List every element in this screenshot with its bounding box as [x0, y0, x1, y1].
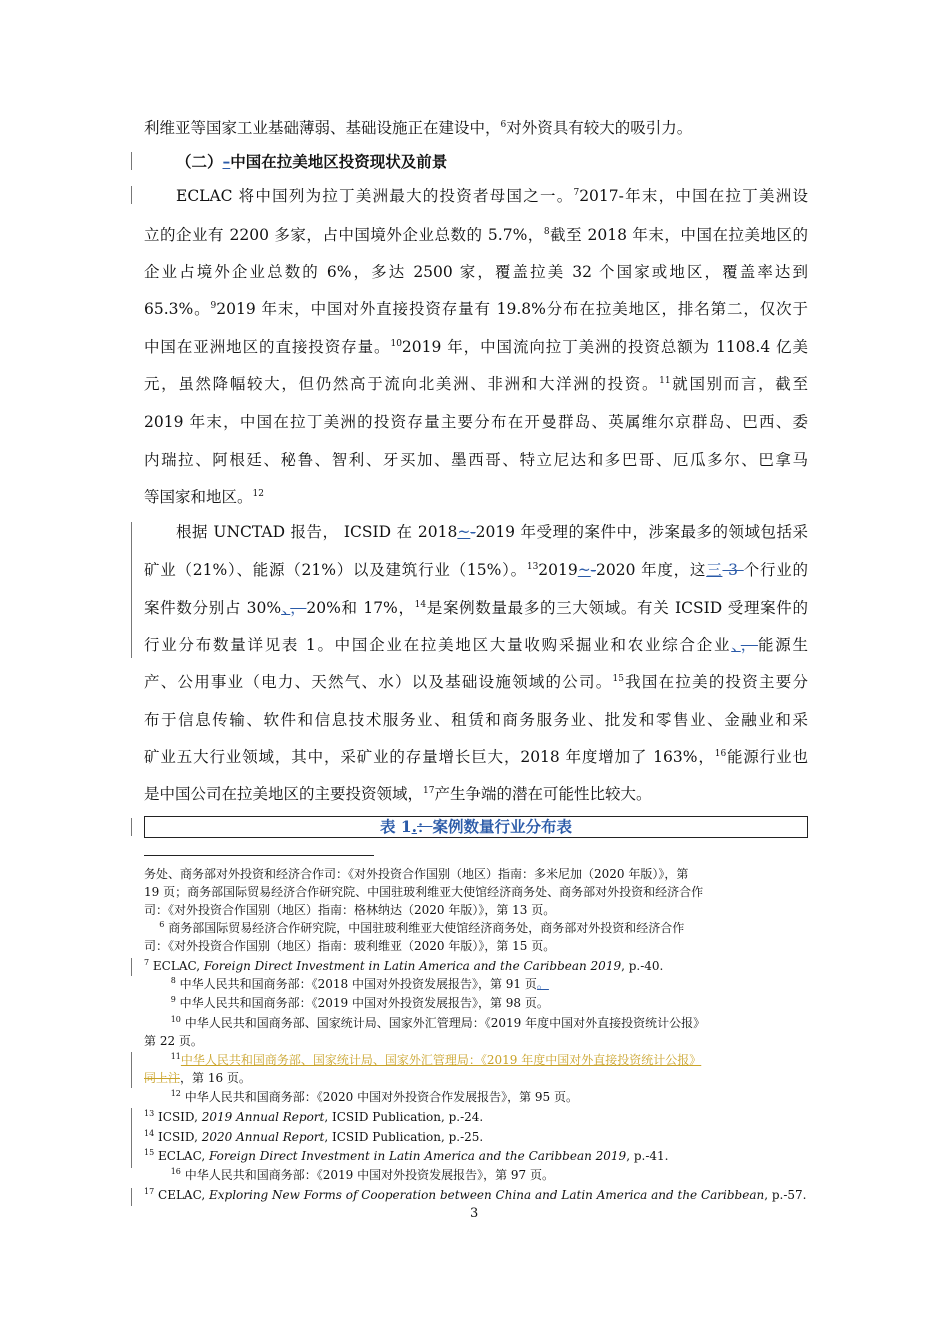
- footnote-line: 司：《对外投资合作国别（地区）指南：玻利维亚（2020 年版）》，第 15 页。: [144, 939, 556, 953]
- footnote-separator: [144, 855, 374, 856]
- body-line: 元，虽然降幅较大，但仍然高于流向北美洲、非洲和大洋洲的投资。$^{11}$就国别而言，截至: [144, 375, 808, 393]
- body-line: 等国家和地区。$^{12}$: [144, 488, 264, 506]
- body-line: 中国在亚洲地区的直接投资存量。$^{10}$2019 年，中国流向拉丁美洲的投资总额为 1108.4 亿美: [144, 338, 808, 356]
- change-bar: [131, 522, 132, 658]
- footnote-7: $^7$ ECLAC, Foreign Direct Investment in Latin America and the Caribbean 2019, p.-40.: [144, 958, 664, 973]
- page-number: 3: [470, 1206, 479, 1221]
- body-line: 利维亚等国家工业基础薄弱、基础设施正在建设中，$^6$对外资具有较大的吸引力。: [144, 119, 693, 137]
- body-line: 布于信息传输、软件和信息技术服务业、租赁和商务服务业、批发和零售业、金融业和采: [144, 711, 808, 729]
- change-bar: [131, 958, 132, 976]
- footnote-9: $^9$ 中华人民共和国商务部：《2019 中国对外投资发展报告》，第 98 页。: [170, 995, 549, 1010]
- change-bar: [131, 152, 132, 170]
- body-line: 行业分布数量详见表 1。中国企业在拉美地区大量收购采掘业和农业综合企业、，能源生: [144, 636, 808, 654]
- footnote-line: 同上注，第 16 页。: [144, 1071, 251, 1085]
- footnote-10: $^{10}$ 中华人民共和国商务部、国家统计局、国家外汇管理局：《2019 年度中国对外直接投资统计公报》: [170, 1015, 706, 1030]
- footnote-8: $^8$ 中华人民共和国商务部：《2018 中国对外投资发展报告》，第 91 页。: [170, 976, 549, 991]
- footnote-15: $^{15}$ ECLAC, Foreign Direct Investment in Latin America and the Caribbean 2019, p.-41.: [144, 1148, 669, 1163]
- section-heading: （二）–中国在拉美地区投资现状及前景: [176, 152, 448, 171]
- footnote-13: $^{13}$ ICSID, 2019 Annual Report, ICSID Publication, p.-24.: [144, 1109, 484, 1124]
- change-bar: [131, 1188, 132, 1206]
- footnote-17: $^{17}$ CELAC, Exploring New Forms of Cooperation between China and Latin America and the Caribbean, p.-57.: [144, 1187, 807, 1202]
- footnote-6: $^6$ 商务部国际贸易经济合作研究院，中国驻玻利维亚大使馆经济商务处，商务部对外投资和经济合作: [159, 920, 685, 935]
- footnote-14: $^{14}$ ICSID, 2020 Annual Report, ICSID Publication, p.-25.: [144, 1129, 484, 1144]
- body-line: 矿业（21%）、能源（21%）以及建筑行业（15%）。$^{13}$2019~-2020 年度，这三 3 个行业的: [144, 561, 808, 579]
- body-line: 案件数分别占 30%、，20%和 17%，$^{14}$是案例数量最多的三大领域。有关 ICSID 受理案件的: [144, 599, 808, 617]
- body-line: 矿业五大行业领域，其中，采矿业的存量增长巨大，2018 年度增加了 163%，$^{16}$能源行业也: [144, 748, 808, 766]
- footnote-line: 第 22 页。: [144, 1034, 203, 1048]
- footnote-11: $^{11}$中华人民共和国商务部、国家统计局、国家外汇管理局：《2019 年度中国对外直接投资统计公报》: [170, 1052, 702, 1067]
- body-line: 立的企业有 2200 多家，占中国境外企业总数的 5.7%，$^8$截至 2018 年末，中国在拉美地区的: [144, 226, 808, 244]
- change-bar: [131, 1052, 132, 1088]
- body-line: 65.3%。$^9$2019 年末，中国对外直接投资存量有 19.8%分布在拉美地区，排名第二，仅次于: [144, 300, 808, 318]
- body-line: 根据 UNCTAD 报告， ICSID 在 2018~-2019 年受理的案件中，涉案最多的领域包括采: [176, 523, 808, 541]
- body-line: ECLAC 将中国列为拉丁美洲最大的投资者母国之一。$^7$2017-年末，中国在拉丁美洲设: [176, 187, 808, 205]
- body-line: 2019 年末，中国在拉丁美洲的投资存量主要分布在开曼群岛、英属维尔京群岛、巴西、委: [144, 413, 808, 431]
- footnote-line: 19 页；商务部国际贸易经济合作研究院、中国驻玻利维亚大使馆经济商务处、商务部对外投资和经济合作: [144, 885, 704, 899]
- footnote-line: 司：《对外投资合作国别（地区）指南：格林纳达（2020 年版）》，第 13 页。: [144, 903, 556, 917]
- table-caption: 表 1.：案例数量行业分布表: [144, 816, 808, 838]
- footnote-12: $^{12}$ 中华人民共和国商务部：《2020 中国对外投资合作发展报告》，第 95 页。: [170, 1089, 578, 1104]
- change-bar: [131, 1108, 132, 1168]
- footnote-line: 务处、商务部对外投资和经济合作司：《对外投资合作国别（地区）指南：多米尼加（2020 年版）》，第: [144, 867, 689, 881]
- footnote-16: $^{16}$ 中华人民共和国商务部：《2019 中国对外投资发展报告》，第 97 页。: [170, 1167, 554, 1182]
- body-line: 企业占境外企业总数的 6%，多达 2500 家，覆盖拉美 32 个国家或地区，覆盖率达到: [144, 263, 808, 281]
- body-line: 产、公用事业（电力、天然气、水）以及基础设施领域的公司。$^{15}$我国在拉美的投资主要分: [144, 673, 808, 691]
- body-line: 是中国公司在拉美地区的主要投资领域，$^{17}$产生争端的潜在可能性比较大。: [144, 785, 652, 803]
- change-bar: [131, 186, 132, 204]
- change-bar: [131, 818, 132, 836]
- body-line: 内瑞拉、阿根廷、秘鲁、智利、牙买加、墨西哥、特立尼达和多巴哥、厄瓜多尔、巴拿马: [144, 451, 808, 469]
